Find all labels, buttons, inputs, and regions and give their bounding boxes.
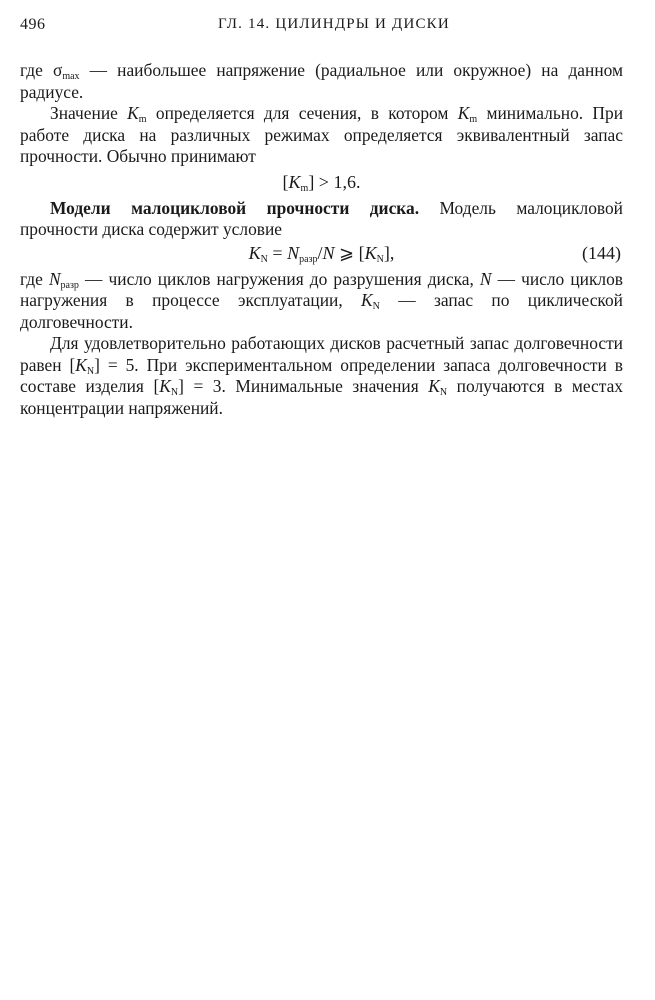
- paragraph-km-value: Значение $K_m$ определяется для сечения, в котором $K_m$ минимально. При работе диска на различных режимах определяется эквивалентный запас прочности. Обычно принимают: [20, 103, 623, 166]
- equation-number: (144): [582, 242, 621, 263]
- page-body: [20, 60, 623, 419]
- section-heading: Модели малоцикловой прочности диска.: [50, 197, 420, 218]
- running-title: ГЛ. 14. ЦИЛИНДРЫ И ДИСКИ: [218, 16, 450, 32]
- page-number: 496: [20, 16, 46, 33]
- page-header: [20, 16, 620, 40]
- paragraph-low-cycle-models: Модели малоцикловой прочности диска. Модель малоцикловой прочности диска содержит условие: [20, 197, 623, 239]
- sigma-symbol: σ: [52, 60, 63, 80]
- formula-km-condition: $[K_m] > 1,6$.: [282, 171, 361, 194]
- paragraph-sigma-definition: где $\sigma_{max}$ — наибольшее напряжение (радиальное или окружное) на данном радиусе.: [20, 60, 623, 102]
- formula-144: $K_N = N_{разр}/N$ ⩾ $[K_N]$, (144): [248, 242, 621, 265]
- paragraph-variables-definition: где $N_{разр}$ — число циклов нагружения до разрушения диска, N — число циклов нагружения в процессе эксплуатации, $K_N$ — запас по циклической долговечности.: [20, 268, 623, 332]
- paragraph-durability-margin: Для удовлетворительно работающих дисков расчетный запас долговечности равен $[K_N] = 5$. При экспериментальном определении запаса долговечности в составе изделия $[K_N] = 3$. Минимальные значения $K_N$ получаются в местах концентрации напряжений.: [20, 333, 623, 418]
